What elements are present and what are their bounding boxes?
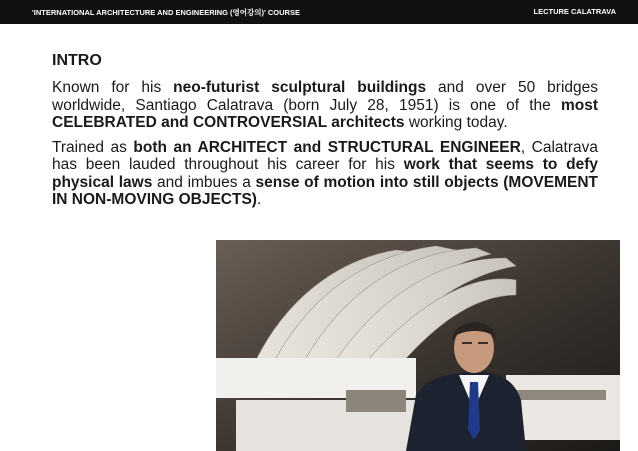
model-right-detail bbox=[516, 390, 606, 400]
text-run: Trained as bbox=[52, 138, 134, 156]
bold-run: work that seems to defy physical laws bbox=[52, 156, 598, 191]
text-run: . bbox=[256, 191, 262, 208]
training-paragraph bbox=[52, 139, 598, 209]
text-run: , Calatrava has been lauded throughout his career for his bbox=[52, 138, 598, 173]
calatrava-photo bbox=[216, 240, 620, 451]
photo-illustration bbox=[216, 240, 620, 451]
slide-header bbox=[0, 0, 638, 24]
bold-run: both an ARCHITECT and STRUCTURAL ENGINEER bbox=[133, 138, 521, 156]
section-title: INTRO bbox=[52, 52, 102, 69]
text-run: and imbues a bbox=[152, 173, 256, 191]
lecture-title: LECTURE CALATRAVA bbox=[533, 7, 616, 16]
bold-run: sense of motion into still objects (MOVEMENT IN NON-MOVING OBJECTS) bbox=[52, 173, 598, 208]
course-title: 'INTERNATIONAL ARCHITECTURE AND ENGINEERING (영어강의)' COURSE bbox=[32, 8, 300, 17]
text-run: working today. bbox=[404, 114, 508, 131]
text-run: Known for his bbox=[52, 79, 174, 96]
intro-paragraph bbox=[52, 79, 598, 132]
bold-run: most CELEBRATED and CONTROVERSIAL architects bbox=[52, 96, 598, 131]
slide-content bbox=[52, 52, 598, 216]
model-opening bbox=[346, 390, 406, 412]
text-run: and over 50 bridges worldwide, Santiago Calatrava (born July 28, 1951) is one of the bbox=[52, 79, 598, 114]
bold-run: neo-futurist sculptural buildings bbox=[173, 79, 427, 96]
